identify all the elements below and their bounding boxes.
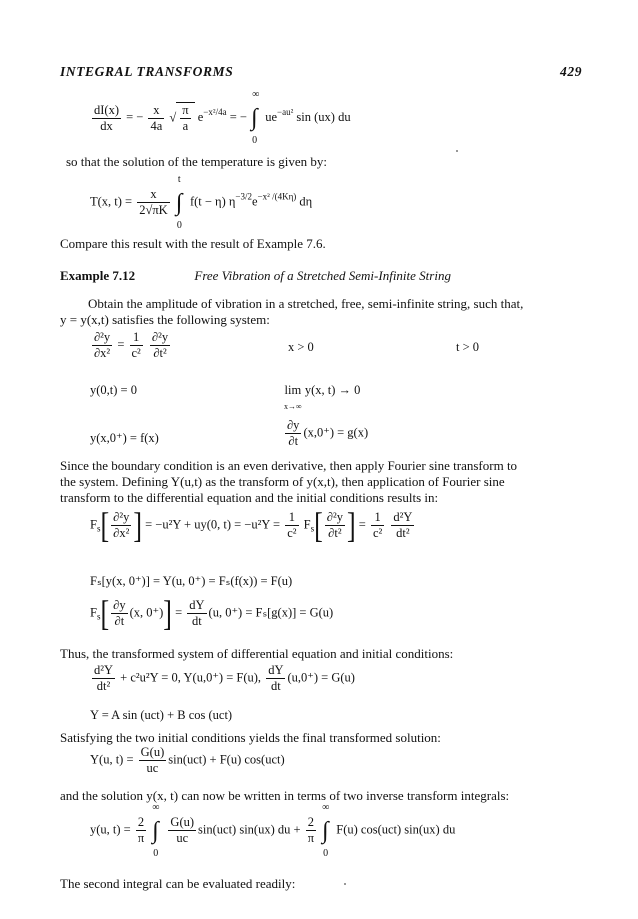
example-label: Example 7.12 [60, 268, 136, 283]
equation-transformed-solution: Y(u, t) = $\frac{G(u)}{uc}$ sin(uct) + F(u) cos(uct) [90, 745, 285, 775]
fraction-dI-dx: $\frac{dI(x)}{dx}$ [94, 102, 119, 133]
page-number: 429 [560, 64, 583, 79]
boundary-condition-1: y(0,t) = 0 [90, 383, 137, 397]
condition-t: t > 0 [456, 340, 480, 354]
square-root: √ $\frac{\pi}{a}$ [169, 102, 194, 134]
example-heading [60, 268, 451, 284]
running-header-title: INTEGRAL TRANSFORMS [60, 64, 234, 79]
equation-transformed-system: $\frac{\text{d²Y}}{\text{dt²}}$ + c²u²Y = 0, Y(u,0⁺) = F(u), $\frac{dY}{dt}$ (u,0⁺) = G(u) [94, 663, 355, 693]
scan-speck [456, 150, 458, 152]
integral-sign: ∫ ∞ 0 [251, 89, 260, 146]
paragraph-line: Obtain the amplitude of vibration in a stretched, free, semi-infinite string, such that, [88, 296, 524, 311]
scan-speck [344, 883, 346, 885]
equation-inverse-transform: y(u, t) = $\frac{2}{\pi}$ ∫ ∞ 0 $\frac{G(u)}{uc}$ sin(uct) sin(ux) du + $\frac{2}{\pi}$ ∫ ∞ 0 F(u) cos(uct) sin(ux) du [90, 801, 456, 859]
example-title: Free Vibration of a Stretched Semi-Infinite String [194, 268, 451, 283]
integral-sign: ∫ t 0 [175, 173, 183, 231]
integral-sign: ∫ ∞ 0 [152, 801, 160, 859]
initial-condition-1: y(x,0⁺) = f(x) [90, 431, 159, 445]
equation-di-dx: $\frac{dI(x)}{dx}$ = − $\frac{x}{4a}$ √ $\frac{\pi}{a}$ $e^{-x^2/4a}$ = − ∫ ∞ 0 $ue^{-au^2}$ sin (ux) du [94, 89, 351, 146]
general-solution: Y = A sin (uct) + B cos (uct) [90, 708, 233, 722]
equation-transform-ic2: $F_s$[ $\frac{\partial y}{\partial t}$ (x, 0⁺)] = $\frac{dY}{dt}$ (u, 0⁺) = Fₛ[g(x)] = G(u) [90, 592, 334, 634]
paragraph-line: Since the boundary condition is an even derivative, then apply Fourier sine transform to [60, 458, 518, 473]
integral-sign: ∫ ∞ 0 [322, 801, 330, 859]
text-line: Satisfying the two initial conditions yields the final transformed solution: [60, 730, 441, 745]
paragraph-line: transform to the differential equation and the initial conditions results in: [60, 490, 439, 505]
equation-wave: $\frac{\text{∂²y}}{\text{∂x²}}$ = $\frac{1}{\text{c²}}$ $\frac{\text{∂²y}}{\text{∂t²}}$ [94, 330, 169, 360]
condition-x: x > 0 [288, 340, 314, 354]
paragraph-line: y = y(x,t) satisfies the following system: [60, 312, 270, 327]
text-line: and the solution y(x, t) can now be written in terms of two inverse transform integrals: [60, 788, 510, 803]
text-line: Thus, the transformed system of differential equation and initial conditions: [60, 646, 454, 661]
text-line: so that the solution of the temperature is given by: [66, 154, 328, 169]
boundary-condition-2: lim x→∞ y(x, t) → 0 [284, 383, 361, 411]
initial-condition-2: $\frac{\partial y}{\partial t}$ (x,0⁺) = g(x) [287, 418, 369, 448]
text-line: Compare this result with the result of Example 7.6. [60, 236, 326, 251]
equation-temperature: T(x, t) = $\frac{x}{2√\pi K}$ ∫ t 0 f(t − η) $\eta^{-3/2}e^{-x^2 /(4K\eta)}$ dη [90, 173, 313, 231]
equation-transform-ic1: Fₛ[y(x, 0⁺)] = Y(u, 0⁺) = Fₛ(f(x)) = F(u) [90, 574, 293, 588]
text-line: The second integral can be evaluated readily: [60, 876, 296, 891]
equation-transform-pde: $F_s$[ $\frac{\text{∂²y}}{\text{∂x²}}$ ] = −u²Y + uy(0, t) = −u²Y = $\frac{1}{\text{c²}}$ $F_s$[ $\frac{\text{∂²y}}{\text{∂t²}}$ ] = $\frac{1}{\text{c²}}$ $\frac{\text{d²Y}}{\text{dt²}}$ [90, 504, 413, 546]
paragraph-line: the system. Defining Y(u,t) as the transform of y(x,t), then application of Fourier sine [60, 474, 505, 489]
